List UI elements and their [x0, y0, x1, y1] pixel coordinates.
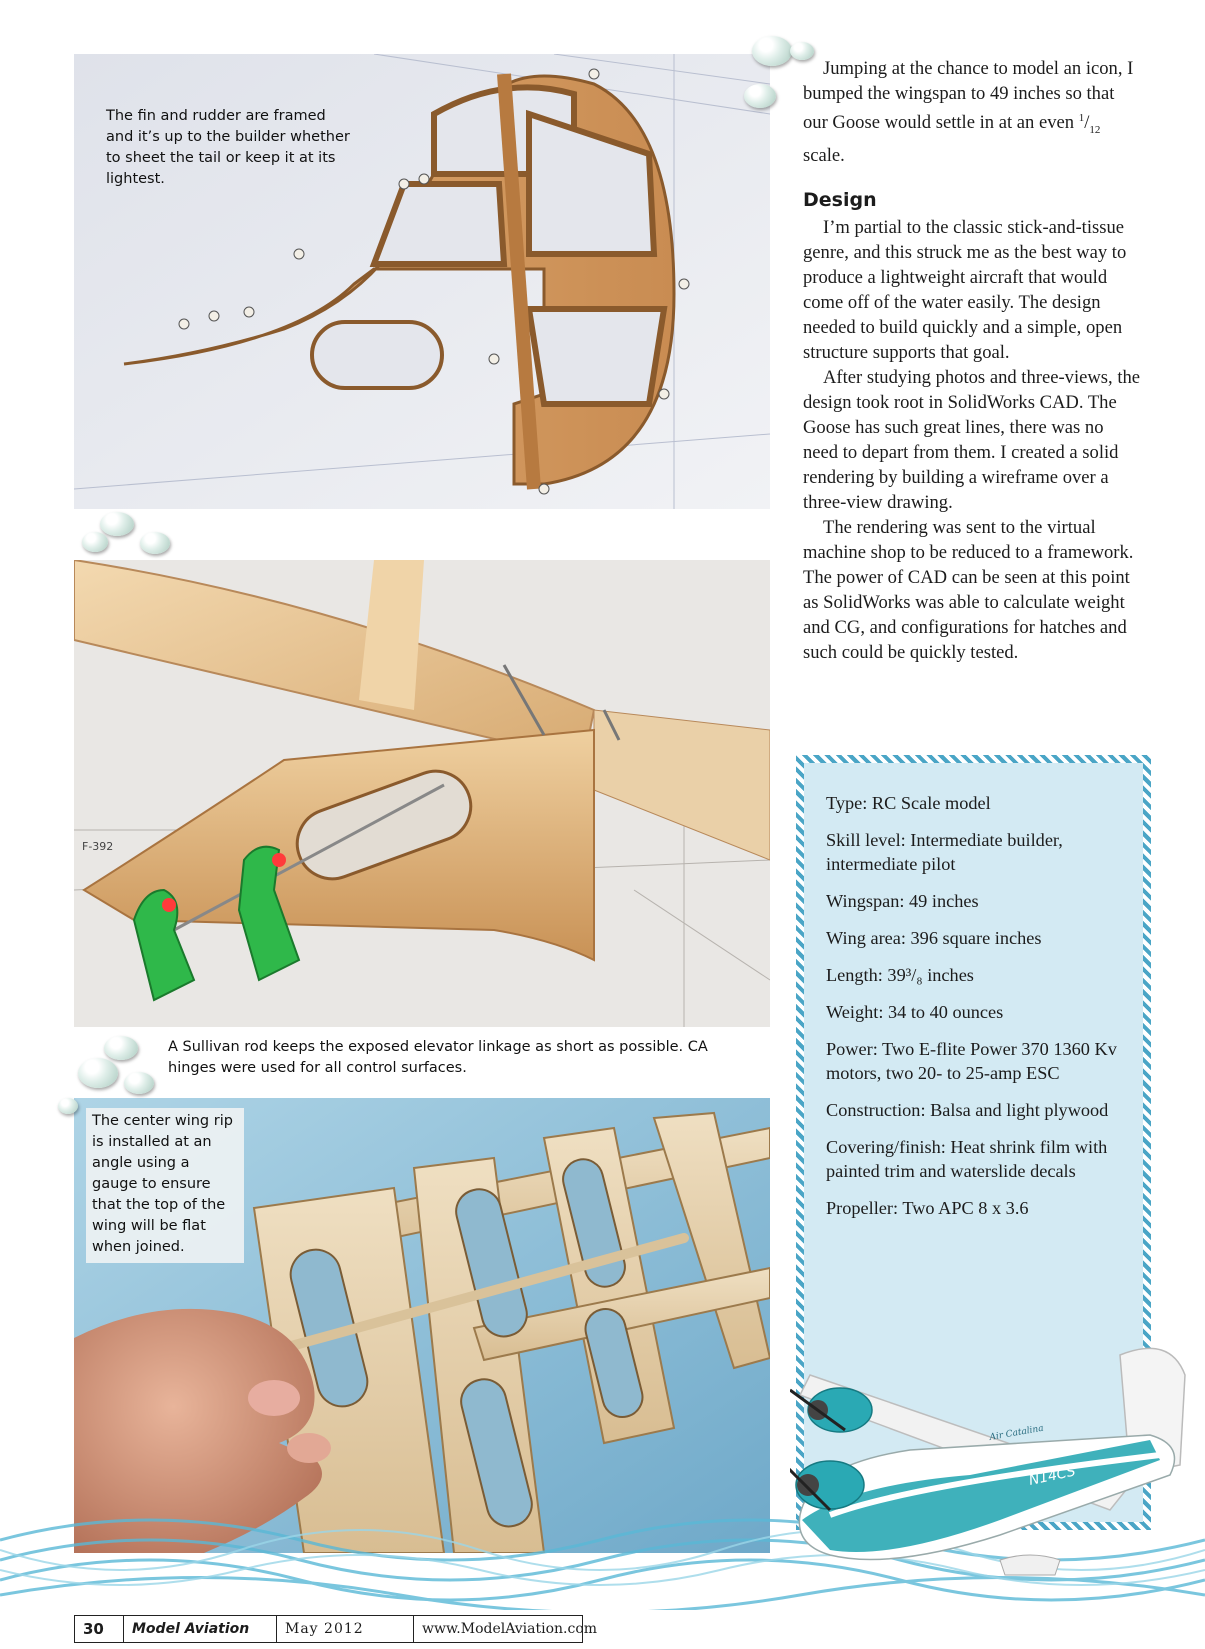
- page-number: 30: [75, 1616, 124, 1642]
- spec-type: Type: RC Scale model: [826, 793, 991, 813]
- spec-wing-area: Wing area: 396 square inches: [826, 928, 1042, 948]
- fin-rudder-caption: The fin and rudder are framed and it’s up to the builder whether to sheet the tail or keep it at its lightest.: [106, 108, 350, 187]
- article-body: [803, 56, 1143, 665]
- elevator-illustration: [74, 560, 770, 1027]
- scale-denominator: 12: [1089, 123, 1101, 136]
- spec-propeller: Propeller: Two APC 8 x 3.6: [826, 1198, 1029, 1218]
- spec-wingspan: Wingspan: 49 inches: [826, 891, 979, 911]
- wing-rib-caption: The center wing rip is installed at an angle using a gauge to ensure that the top of the wing will be flat when joined.: [86, 1108, 244, 1263]
- model-script-name: Air Catalina: [988, 1423, 1045, 1443]
- elevator-caption: A Sullivan rod keeps the exposed elevator linkage as short as possible. CA hinges were used for all control surfaces.: [168, 1039, 708, 1076]
- model-registration: N14CS: [1027, 1463, 1078, 1489]
- scale-numerator: 1: [1078, 112, 1085, 124]
- goose-model-photo: [790, 1335, 1200, 1585]
- spec-skill-level: Skill level: Intermediate builder, intermediate pilot: [826, 830, 1063, 874]
- plan-label: F-392: [82, 840, 114, 853]
- design-paragraph-3: The rendering was sent to the virtual machine shop to be reduced to a framework. The power of CAD can be seen at this point as SolidWorks was able to calculate weight and CG, and configurations for hatches and such could be quickly tested.: [803, 516, 1134, 663]
- spec-construction: Construction: Balsa and light plywood: [826, 1100, 1109, 1120]
- elevator-photo: [74, 560, 770, 1027]
- website-link[interactable]: www.ModelAviation.com: [422, 1621, 598, 1637]
- issue-date: May 2012: [277, 1616, 414, 1642]
- fin-rudder-photo: [74, 54, 770, 509]
- magazine-name: Model Aviation: [124, 1616, 277, 1642]
- intro-text: Jumping at the chance to model an icon, I bumped the wingspan to 49 inches so that our Goose would settle in at an even: [803, 58, 1134, 134]
- design-paragraph-1: I’m partial to the classic stick-and-tissue genre, and this struck me as the best way to produce a lightweight aircraft that would come off of the water easily. The design needed to build quickly and a simple, open structure supports that goal.: [803, 216, 1127, 363]
- scale-word: scale.: [803, 144, 845, 166]
- page-footer: [74, 1615, 598, 1643]
- design-heading: Design: [803, 188, 877, 211]
- spec-length: Length: 39³/₈ inches: [826, 965, 974, 985]
- design-paragraph-2: After studying photos and three-views, the design took root in SolidWorks CAD. The Goose has such great lines, there was no need to depart from them. I created a solid rendering by building a wireframe over a three-view drawing.: [803, 366, 1141, 513]
- spec-weight: Weight: 34 to 40 ounces: [826, 1002, 1004, 1022]
- spec-power: Power: Two E-flite Power 370 1360 Kv motors, two 20- to 25-amp ESC: [826, 1039, 1117, 1083]
- intro-paragraph: Jumping at the chance to model an icon, I bumped the wingspan to 49 inches so that our Goose would settle in at an even $^1/_{12}$ scale.: [803, 58, 1134, 166]
- spec-covering: Covering/finish: Heat shrink film with painted trim and waterslide decals: [826, 1137, 1108, 1181]
- wing-rib-photo: [74, 1098, 770, 1553]
